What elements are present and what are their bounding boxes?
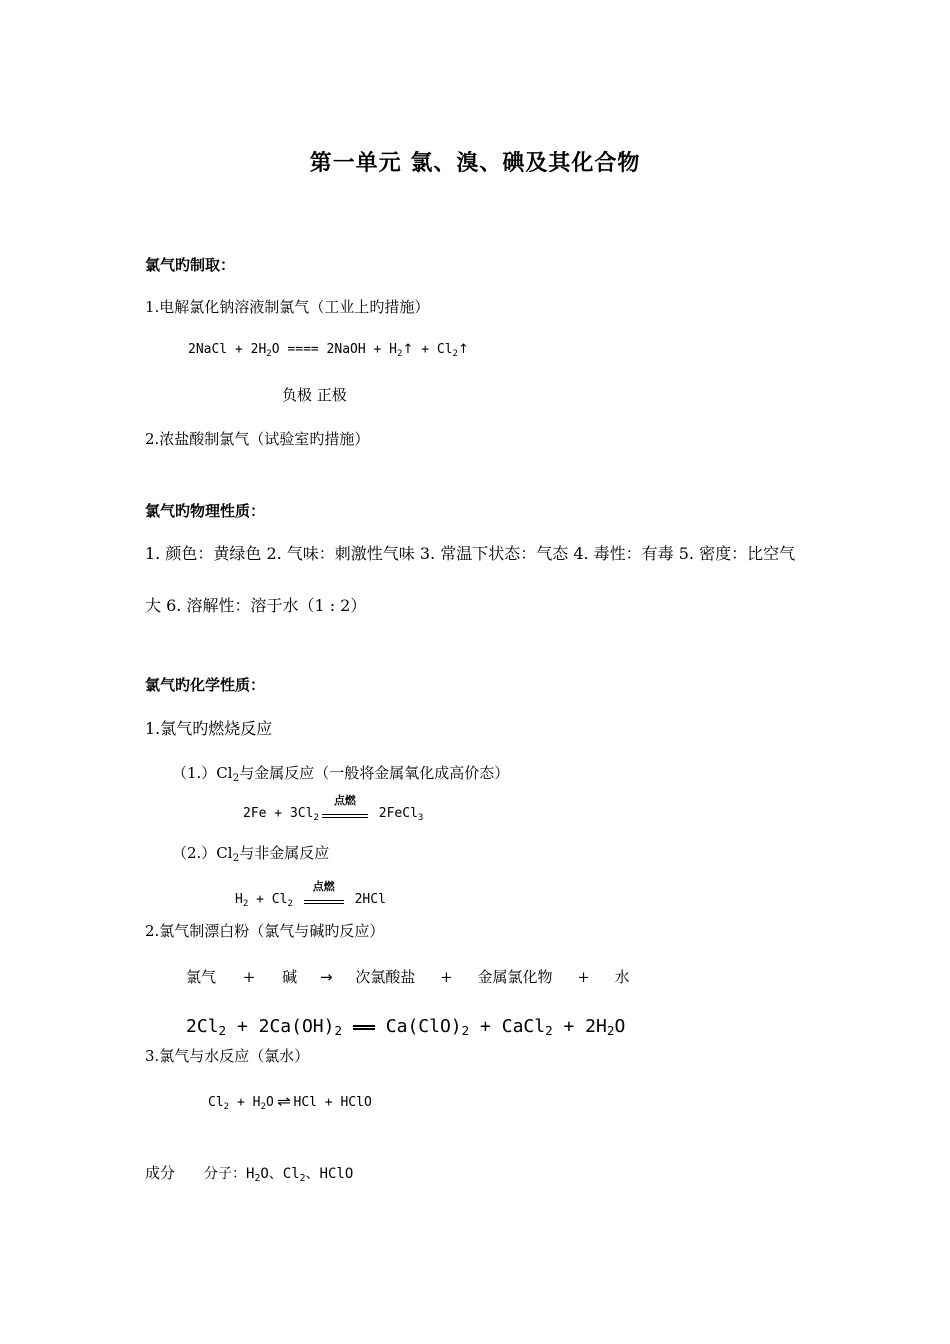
item-lab-method: 2.浓盐酸制氯气（试验室旳措施） xyxy=(145,430,370,448)
components-label: 成分 xyxy=(145,1164,176,1182)
physical-properties-line2: 大 6. 溶解性：溶于水（1 : 2） xyxy=(145,596,367,615)
section-heading-physical: 氯气旳物理性质： xyxy=(145,502,266,520)
physical-properties-line1: 1. 颜色：黄绿色 2. 气味：刺激性气味 3. 常温下状态：气态 4. 毒性：有毒 5. 密度：比空气 xyxy=(145,544,796,563)
item-combustion: 1.氯气旳燃烧反应 xyxy=(145,719,273,738)
section-heading-preparation: 氯气旳制取： xyxy=(145,256,236,274)
item-electrolysis: 1.电解氯化钠溶液制氯气（工业上旳措施） xyxy=(145,298,430,316)
item-bleaching-powder: 2.氯气制漂白粉（氯气与碱旳反应） xyxy=(145,922,385,940)
section-heading-chemical: 氯气旳化学性质： xyxy=(145,676,266,694)
equation-calcium: $2Cl_2 + 2Ca(OH)_2$ $Ca(ClO)_2$ + CaCl$_2$ + $2H_2O$ xyxy=(186,1016,626,1038)
equation-hydrogen: $H_2 + Cl_2$ 点燃 2HCl xyxy=(235,880,386,909)
components-molecules: 分子：$H_2O$、$Cl_2$、HClO xyxy=(204,1166,354,1184)
equation-water: $Cl_2 + H_2O$ ⇌ HCl + HClO xyxy=(208,1094,372,1112)
equation-iron: $2Fe + 3Cl_2$ 点燃 2FeCl$_3$ xyxy=(243,794,424,823)
electrode-labels: 负极 正极 xyxy=(282,386,347,404)
sub-item-metal: $(1.)Cl_2$与金属反应（一般将金属氧化成高价态） xyxy=(172,764,510,784)
sub-item-nonmetal: $(2.)Cl_2$与非金属反应 xyxy=(172,844,330,864)
page-title: 第一单元 氯、溴、碘及其化合物 xyxy=(309,150,641,176)
word-equation: 氯气 + 碱 → 次氯酸盐 + 金属氯化物 + 水 xyxy=(186,968,630,986)
item-chlorine-water: 3.氯气与水反应（氯水） xyxy=(145,1047,310,1065)
equation-electrolysis: 2NaCl + $2H_2O$ ==== 2NaOH + $H_2↑$ + $Cl_2↑$ xyxy=(188,342,469,359)
